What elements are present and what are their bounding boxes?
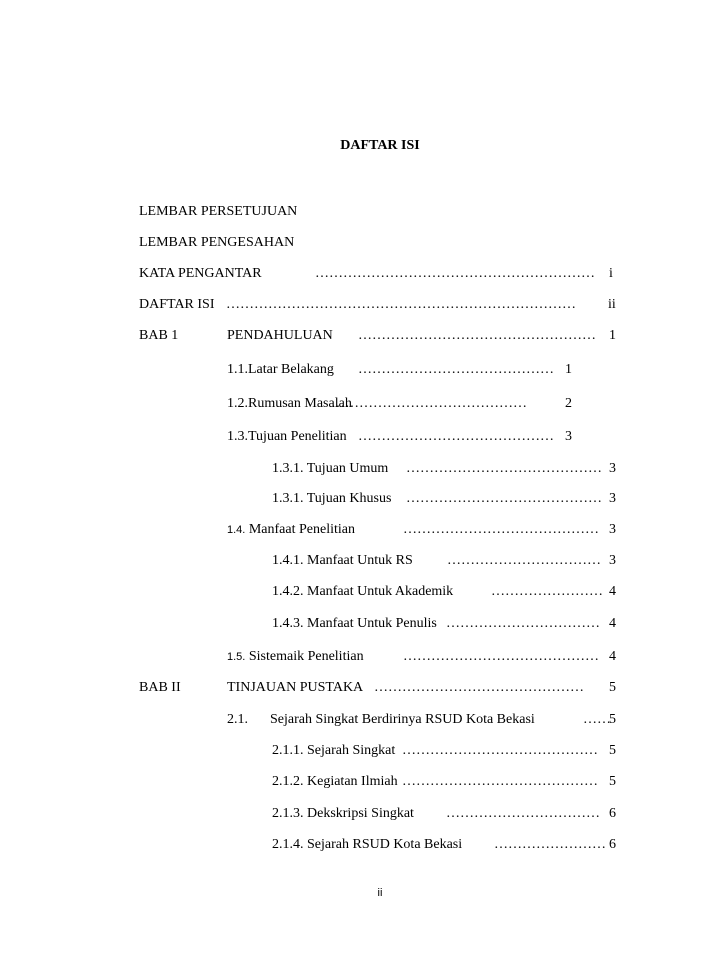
toc-label: 1.1.Latar Belakang	[227, 362, 334, 377]
toc-dots: ……………………………………	[403, 522, 599, 537]
toc-dots: ……………………………………………………	[315, 266, 595, 281]
toc-dots: ……………………………………	[403, 649, 599, 664]
toc-label: 1.3.1. Tujuan Khusus	[272, 491, 392, 506]
toc-page: 4	[609, 584, 616, 599]
toc-dots: ……………………………………	[331, 396, 527, 411]
toc-entry	[139, 234, 294, 252]
toc-number: 1.4.	[227, 524, 246, 536]
toc-dots: ……………………	[491, 584, 603, 599]
toc-dots: ……………………………………	[358, 362, 554, 377]
toc-label: Sejarah Singkat Berdirinya RSUD Kota Bekasi	[270, 712, 535, 727]
toc-dots: ……………………………	[446, 616, 600, 631]
toc-dots: ……………………………………	[402, 774, 598, 789]
toc-dots: ……………………………………	[402, 743, 598, 758]
toc-entry	[227, 521, 616, 539]
toc-entry	[272, 615, 616, 633]
toc-number: 2.1.	[227, 712, 248, 727]
toc-number: BAB II	[139, 680, 181, 695]
toc-entry	[139, 679, 616, 697]
toc-entry	[227, 428, 572, 446]
toc-entry	[227, 395, 572, 413]
toc-label: 1.4.1. Manfaat Untuk RS	[272, 553, 413, 568]
toc-entry	[272, 490, 616, 508]
toc-dots: ……	[583, 712, 611, 727]
toc-page: 3	[565, 429, 572, 444]
toc-page: 1	[609, 328, 616, 343]
toc-label: 1.4.3. Manfaat Untuk Penulis	[272, 616, 437, 631]
toc-label: 1.3.Tujuan Penelitian	[227, 429, 347, 444]
toc-page: 3	[609, 522, 616, 537]
toc-page: 5	[609, 774, 616, 789]
toc-entry	[272, 583, 616, 601]
toc-label: 1.4.2. Manfaat Untuk Akademik	[272, 584, 454, 599]
toc-label: LEMBAR PERSETUJUAN	[139, 204, 298, 219]
toc-label: Sistemaik Penelitian	[248, 649, 364, 664]
toc-dots: ……………………………………………	[358, 328, 596, 343]
toc-label: LEMBAR PENGESAHAN	[139, 235, 295, 250]
toc-dots: ……………………	[494, 837, 606, 852]
toc-page: 6	[609, 806, 616, 821]
toc-page: 6	[609, 837, 616, 852]
toc-label: 2.1.3. Dekskripsi Singkat	[272, 806, 414, 821]
toc-label: 2.1.4. Sejarah RSUD Kota Bekasi	[272, 837, 463, 852]
toc-label: DAFTAR ISI	[139, 297, 215, 312]
toc-page: 5	[609, 680, 616, 695]
toc-page: 2	[565, 396, 572, 411]
toc-label: Manfaat Penelitian	[248, 522, 355, 537]
toc-dots: ……………………………………	[358, 429, 554, 444]
toc-entry	[227, 711, 616, 729]
toc-label: TINJAUAN PUSTAKA	[227, 680, 364, 695]
toc-label: 2.1.2. Kegiatan Ilmiah	[272, 774, 398, 789]
toc-dots: ……………………………	[446, 806, 600, 821]
toc-page: 3	[609, 491, 616, 506]
toc-page: 1	[565, 362, 572, 377]
toc-entry	[272, 805, 616, 823]
toc-dots: ……………………………………	[406, 461, 602, 476]
toc-entry	[272, 773, 616, 791]
toc-entry	[139, 296, 616, 314]
toc-number: BAB 1	[139, 328, 179, 343]
toc-dots: ……………………………………	[406, 491, 602, 506]
toc-dots: ……………………………	[447, 553, 601, 568]
toc-label: KATA PENGANTAR	[139, 266, 262, 281]
toc-label: 1.2.Rumusan Masalah	[227, 396, 352, 411]
toc-dots: ………………………………………	[374, 680, 584, 695]
toc-entry	[139, 327, 616, 345]
toc-page: 4	[609, 616, 616, 631]
toc-label: 2.1.1. Sejarah Singkat	[272, 743, 396, 758]
toc-entry	[272, 460, 616, 478]
toc-entry	[139, 265, 613, 283]
toc-page: 4	[609, 649, 616, 664]
toc-label: 1.3.1. Tujuan Umum	[272, 461, 389, 476]
toc-page: i	[609, 266, 613, 281]
toc-label: PENDAHULUAN	[227, 328, 333, 343]
toc-page: 5	[609, 743, 616, 758]
toc-page: 3	[609, 553, 616, 568]
toc-entry	[139, 203, 297, 221]
toc-entry	[272, 742, 616, 760]
toc-number: 1.5.	[227, 651, 246, 663]
page-number: ii	[377, 887, 383, 899]
page-title: DAFTAR ISI	[340, 138, 420, 153]
toc-dots: …………………………………………………………………	[226, 297, 576, 312]
toc-entry	[227, 648, 616, 666]
toc-page: 5	[609, 712, 616, 727]
toc-page: ii	[608, 297, 616, 312]
toc-entry	[272, 552, 616, 570]
toc-entry	[227, 361, 572, 379]
toc-page: 3	[609, 461, 616, 476]
toc-entry	[272, 836, 616, 854]
